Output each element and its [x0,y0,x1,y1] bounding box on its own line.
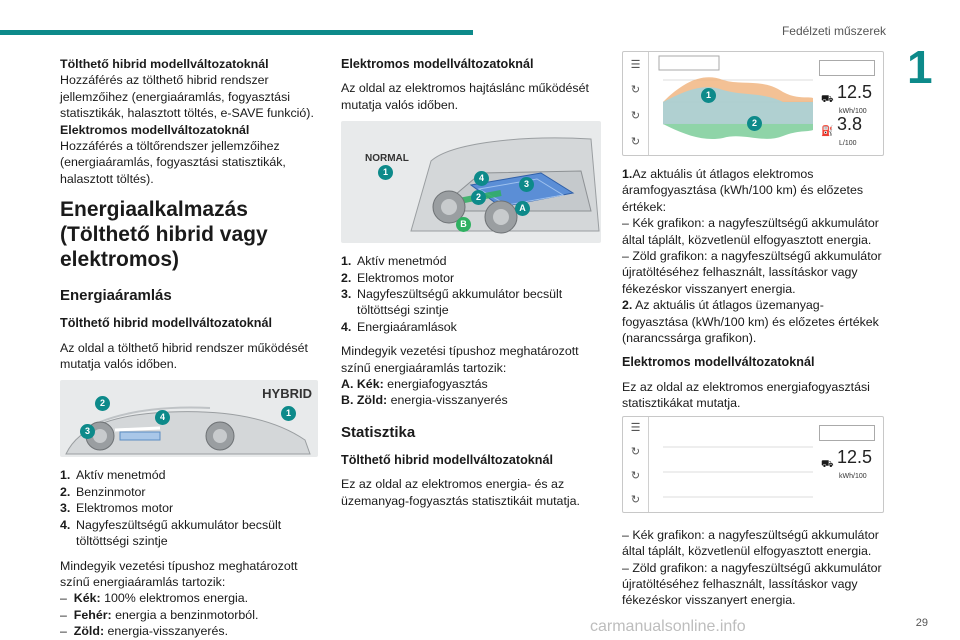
screen-top-box [819,60,875,76]
badge-1: 1 [378,165,393,180]
electric-energy-figure [341,121,601,243]
list-item: 2. Elektromos motor [341,270,455,285]
electric-stats-heading: Elektromos modellváltozatoknál [622,355,815,370]
hybrid-colors-intro: Mindegyik vezetési típushoz meghatározott színű energiaáramlás tartozik: [60,558,298,589]
list-item: – Fehér: energia a benzinmotorból. [60,607,259,622]
badge-4: 4 [155,410,170,425]
electric-title: Elektromos modellváltozatoknál [60,122,250,137]
refresh-icon: ↻ [630,84,641,97]
badge-a: A [515,201,530,216]
electric-color-list [341,376,603,409]
refresh-icon: ↻ [630,493,641,506]
badge-b: B [456,217,471,232]
column-1 [60,56,322,640]
hybrid-statistics-screen [622,51,884,156]
column-2 [341,56,603,509]
statistics-subheading: Tölthető hibrid modellváltozatoknál [341,452,554,467]
electric-text: Hozzáférés a töltőrendszer jellemzőihez (energiaáramlás, fogyasztási statisztikák, halasztott töltés). [60,139,286,186]
section-title: Fedélzeti műszerek [781,24,886,38]
refresh-icon: ↻ [630,135,641,148]
screen-top-box [819,425,875,441]
statistics-text: Ez az oldal az elektromos energia- és az üzemanyag-fogyasztás statisztikáit mutatja. [341,477,580,508]
fuel-consumption-value: 3.8 [837,114,863,134]
list-item: 2. Benzinmotor [60,484,146,499]
hybrid-color-list [60,590,322,639]
list-item: A. Kék: energiafogyasztás [341,377,488,392]
hybrid-energy-figure [60,380,318,457]
chapter-number: 1 [907,41,933,93]
electric-legend-list [341,253,603,335]
electric-colors-intro: Mindegyik vezetési típushoz meghatározott színű energiaáramlás tartozik: [341,344,579,375]
list-item: 4. Nagyfeszültségű akkumulátor becsült töltöttségi szintje [60,517,282,549]
electric-car-illustration [341,121,601,243]
badge-3: 3 [80,424,95,439]
page-number: 29 [915,617,928,629]
hybrid-legend-list [60,467,322,549]
screen-side-menu [623,417,649,512]
header-accent-bar [0,30,473,35]
badge-4: 4 [474,171,489,186]
hybrid-mode-label: HYBRID [262,386,312,402]
electric-statistics-screen [622,416,884,513]
electric-consumption-value: 12.5 [837,446,873,467]
electric-consumption-unit: kWh/100 [839,108,867,115]
list-item: B. Zöld: energia-visszanyerés [341,393,508,408]
refresh-icon: ↻ [630,469,641,482]
electric-consumption-unit: kWh/100 [839,472,867,480]
section-heading: Energiaalkalmazás (Tölthető hibrid vagy elektromos) [60,198,268,272]
plugin-hybrid-text: Hozzáférés az tölthető hibrid rendszer jellemzőihez (energiaáramlás, fogyasztási statisztikák, halasztott töltés, e-SAVE funkció). [60,73,314,121]
badge-2: 2 [471,190,486,205]
ev-icon: ⛟ [821,94,834,105]
badge-1: 1 [701,88,716,103]
watermark: carmanualsonline.info [590,618,746,635]
menu-icon: ☰ [630,58,641,71]
list-item: – Zöld: energia-visszanyerés. [60,624,229,639]
item-1-description: 1.Az aktuális út átlagos elektromos áramfogyasztása (kWh/100 km) és előzetes értékek: – Kék grafikon: a nagyfeszültségű akkumulátor által táplált, közvetlenül elfogyasztott energia. – Zöld grafikon: a nagyfeszültségű akkumulátor újratöltéséhez felhasznált, lassításkor vagy fékezéskor visszanyert energia. 2. Az aktuális út átlagos üzemanyag-fogyasztása (kWh/100 km) és előzetes értékek (narancssárga grafikon). [622,167,882,346]
electric-consumption-value: 12.5 [837,82,873,102]
list-item: 3. Nagyfeszültségű akkumulátor becsült töltöttségi szintje [341,287,563,318]
electric-stats-legend: – Kék grafikon: a nagyfeszültségű akkumulátor által táplált, közvetlenül elfogyasztott energia. – Zöld grafikon: a nagyfeszültségű akkumulátor újratöltéséhez felhasznált, lassításkor vagy fékezéskor visszanyert energia. [622,527,882,608]
list-item: – Kék: 100% elektromos energia. [60,591,249,606]
hybrid-intro: Az oldal a tölthető hibrid rendszer működését mutatja valós időben. [60,340,308,372]
list-item: 1. Aktív menetmód [341,254,447,269]
list-item: 1. Aktív menetmód [60,468,166,483]
consumption-graph [653,52,823,156]
electric-intro: Az oldal az elektromos hajtáslánc működését mutatja valós időben. [341,81,589,112]
statistics-heading: Statisztika [341,423,416,441]
intro-block [60,56,322,187]
list-item: 4. Energiaáramlások [341,319,457,334]
fuel-pump-icon: ⛽ [821,126,834,137]
badge-3: 3 [519,177,534,192]
electric-stats-text: Ez az oldal az elektromos energiafogyasztási statisztikákat mutatja. [622,379,870,411]
list-item: 3. Elektromos motor [60,501,174,516]
consumption-graph [653,417,823,513]
hybrid-subheading: Tölthető hibrid modellváltozatoknál [60,316,273,331]
refresh-icon: ↻ [630,110,641,123]
badge-2: 2 [95,396,110,411]
ev-icon: ⛟ [821,458,834,470]
electric-mode-label: NORMAL [365,153,409,165]
energy-flow-heading: Energiaáramlás [60,287,172,305]
refresh-icon: ↻ [630,446,641,459]
menu-icon: ☰ [630,422,641,435]
column-3 [622,51,886,609]
badge-1: 1 [281,406,296,421]
electric-subheading: Elektromos modellváltozatoknál [341,57,534,71]
screen-side-menu [623,52,649,155]
plugin-hybrid-title: Tölthető hibrid modellváltozatoknál [60,57,269,71]
fuel-consumption-unit: L/100 [839,140,857,147]
badge-2: 2 [747,116,762,131]
